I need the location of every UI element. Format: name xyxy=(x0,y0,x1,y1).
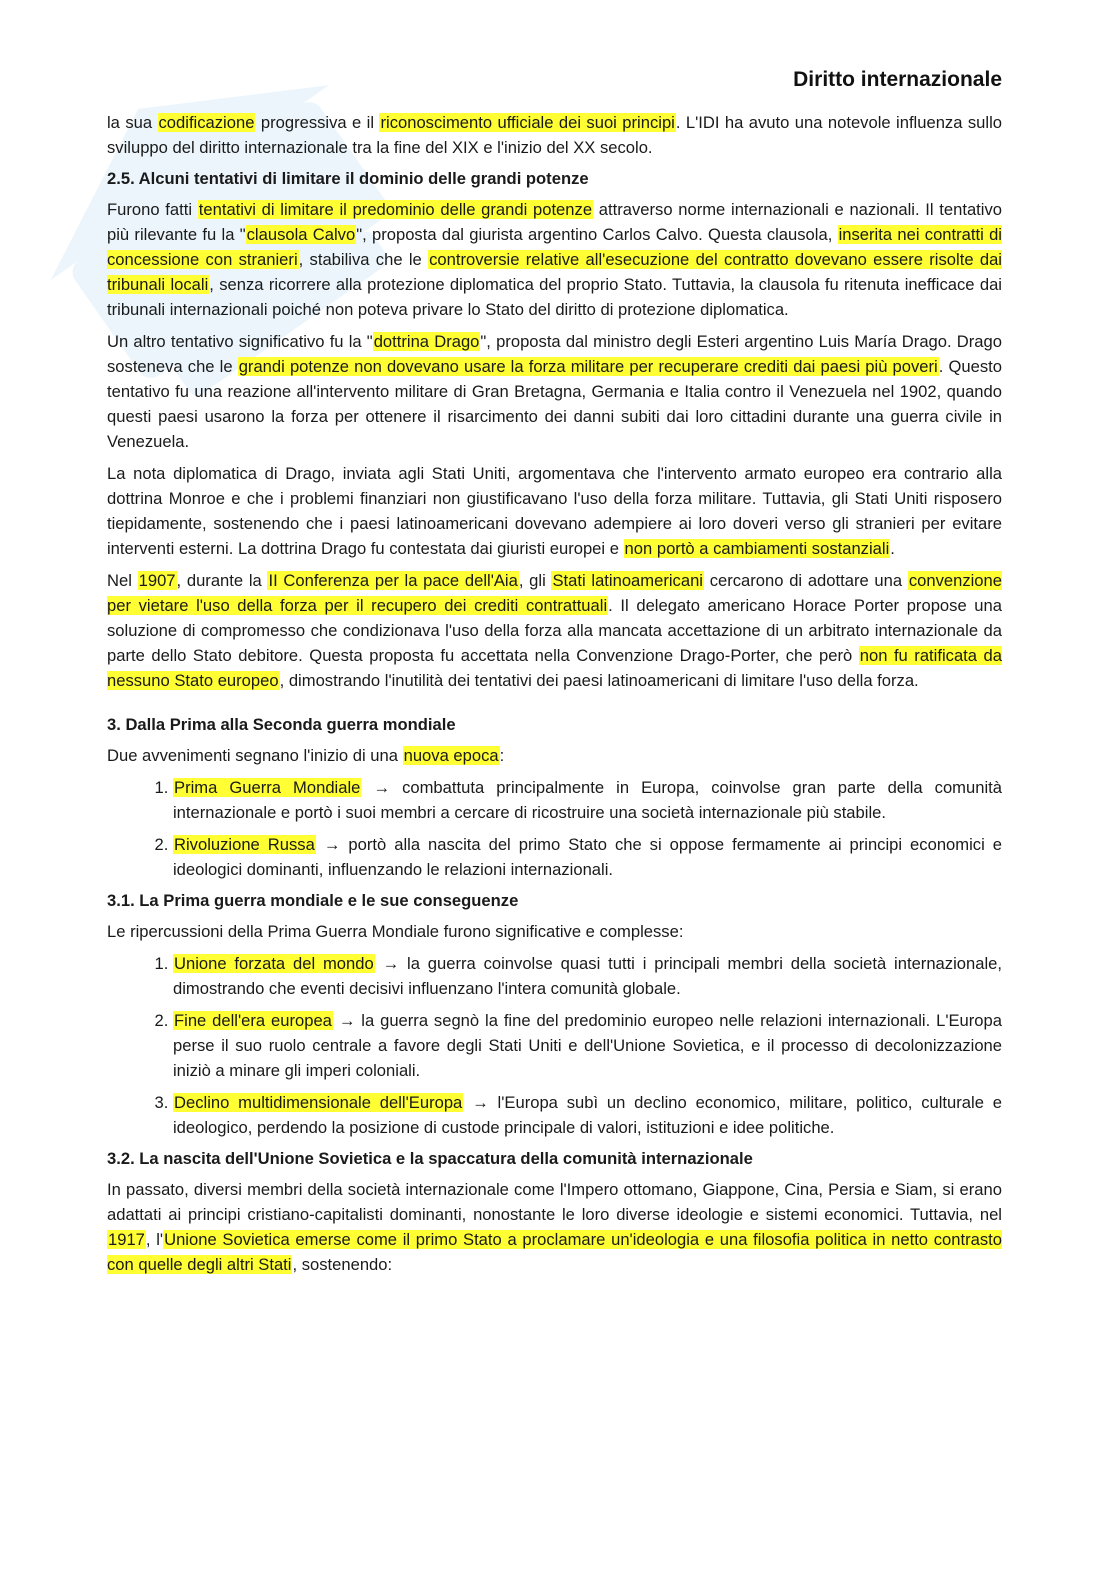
page-header-title: Diritto internazionale xyxy=(793,68,1002,91)
text: . xyxy=(890,539,895,558)
section-heading-2-5: 2.5. Alcuni tentativi di limitare il dominio delle grandi potenze xyxy=(107,169,589,188)
document-page xyxy=(107,68,1002,1284)
text: la guerra coinvolse quasi tutti i principali membri della società internazionale, dimostrando che eventi decisivi influenzano l'intera comunità globale. xyxy=(173,954,1002,998)
highlight: II Conferenza per la pace dell'Aia xyxy=(268,571,518,590)
section-heading-3-1: 3.1. La Prima guerra mondiale e le sue conseguenze xyxy=(107,891,519,910)
text: La nota diplomatica di Drago, inviata agli Stati Uniti, argomentava che l'intervento armato europeo era contrario alla dottrina Monroe e che i problemi finanziari non giustificavano l'uso della forza militare. Tuttavia, gli Stati Uniti risposero tiepidamente, sostenendo che i paesi latinoamericani dovevano adempiere ai loro doveri verso gli stranieri per evitare interventi esterni. La dottrina Drago fu contestata dai giuristi europei e xyxy=(107,464,1002,558)
highlight: dottrina Drago xyxy=(373,332,480,351)
text: , dimostrando l'inutilità dei tentativi dei paesi latinoamericani di limitare l'uso della forza. xyxy=(279,671,919,690)
paragraph-drago xyxy=(107,329,1002,454)
section-heading-3-2: 3.2. La nascita dell'Unione Sovietica e la spaccatura della comunità internazionale xyxy=(107,1149,753,1168)
list-avvenimenti xyxy=(107,775,1002,882)
text: , l' xyxy=(145,1230,164,1249)
highlight: 1917 xyxy=(108,1230,145,1249)
highlight: Stati latinoamericani xyxy=(552,571,703,590)
text: Nel xyxy=(107,571,138,590)
arrow-right-icon: → xyxy=(472,1093,489,1112)
text: : xyxy=(499,746,505,765)
highlight: riconoscimento ufficiale dei suoi principi xyxy=(380,113,675,132)
highlight: clausola Calvo xyxy=(246,225,356,244)
list-item xyxy=(173,832,1002,882)
section-heading-3: 3. Dalla Prima alla Seconda guerra mondiale xyxy=(107,715,456,734)
text: la guerra segnò la fine del predominio europeo nelle relazioni internazionali. L'Europa perse il suo ruolo centrale a favore degli Stati Uniti e dell'Unione Sovietica, e il processo di decolonizzazione iniziò a minare gli imperi coloniali. xyxy=(173,1011,1002,1080)
text: Furono fatti xyxy=(107,200,198,219)
highlight: inserita nei contratti di concessione con stranieri xyxy=(107,225,1002,269)
list-ripercussioni xyxy=(107,951,1002,1140)
text: . Il delegato americano Horace Porter propose una soluzione di compromesso che condizionava l'uso della forza alla mancata accettazione di un arbitrato internazionale da parte dello Stato debitore. Questa proposta fu accettata nella Convenzione Drago-Porter, che però xyxy=(107,596,1002,665)
paragraph-calvo xyxy=(107,197,1002,322)
highlight: non portò a cambiamenti sostanziali xyxy=(624,539,890,558)
paragraph-nuova-epoca xyxy=(107,743,1002,768)
highlight: Rivoluzione Russa xyxy=(174,835,315,854)
highlight: Unione forzata del mondo xyxy=(174,954,374,973)
text: , sostenendo: xyxy=(292,1255,393,1274)
text: attraverso norme internazionali e nazionali. Il tentativo più rilevante fu la " xyxy=(107,200,1003,244)
text: l'Europa subì un declino economico, militare, politico, culturale e ideologico, perdendo la posizione di custode principale di valori, istituzioni e idee politiche. xyxy=(173,1093,1002,1137)
text: Due avvenimenti segnano l'inizio di una xyxy=(107,746,403,765)
paragraph-ripercussioni: Le ripercussioni della Prima Guerra Mondiale furono significative e complesse: xyxy=(107,922,684,941)
paragraph-unione-sovietica xyxy=(107,1177,1002,1277)
list-item xyxy=(173,775,1002,825)
paragraph-1907 xyxy=(107,568,1002,693)
highlight: Unione Sovietica emerse come il primo Stato a proclamare un'ideologia e una filosofia politica in netto contrasto con quelle degli altri Stati xyxy=(107,1230,1002,1274)
arrow-right-icon: → xyxy=(323,835,341,854)
text: combattuta principalmente in Europa, coinvolse gran parte della comunità internazionale e portò i suoi membri a cercare di ricostruire una società internazionale più stabile. xyxy=(173,778,1002,822)
paragraph-idi xyxy=(107,110,1002,160)
highlight: Prima Guerra Mondiale xyxy=(174,778,361,797)
text: . Questo tentativo fu una reazione all'intervento militare di Gran Bretagna, Germania e Italia contro il Venezuela nel 1902, quando questi paesi usarono la forza per ottenere il risarcimento dei danni subiti dai loro cittadini durante una guerra civile in Venezuela. xyxy=(107,357,1002,451)
text: portò alla nascita del primo Stato che si oppose fermamente ai principi economici e ideologici dominanti, influenzando le relazioni internazionali. xyxy=(173,835,1002,879)
text: la sua xyxy=(107,113,158,132)
highlight: tentativi di limitare il predominio delle grandi potenze xyxy=(198,200,593,219)
text: , senza ricorrere alla protezione diplomatica del proprio Stato. Tuttavia, la clausola fu ritenuta inefficace dai tribunali internazionali poiché non poteva privare lo Stato del diritto di protezione diplomatica. xyxy=(107,275,1002,319)
text: ", proposta dal giurista argentino Carlos Calvo. Questa clausola, xyxy=(356,225,838,244)
text: ", proposta dal ministro degli Esteri argentino Luis María Drago. Drago sosteneva che le xyxy=(107,332,1002,376)
highlight: grandi potenze non dovevano usare la forza militare per recuperare crediti dai paesi più poveri xyxy=(238,357,938,376)
highlight: Fine dell'era europea xyxy=(174,1011,332,1030)
highlight: codificazione xyxy=(158,113,255,132)
highlight: non fu ratificata da nessuno Stato europeo xyxy=(107,646,1002,690)
text: Un altro tentativo significativo fu la " xyxy=(107,332,373,351)
text: progressiva e il xyxy=(255,113,380,132)
list-item xyxy=(173,951,1002,1001)
text: In passato, diversi membri della società internazionale come l'Impero ottomano, Giappone, Cina, Persia e Siam, si erano adattati ai principi cristiano-capitalisti dominanti, nonostante le loro diverse ideologie e sistemi economici. Tuttavia, nel xyxy=(107,1180,1002,1224)
text: cercarono di adottare una xyxy=(704,571,908,590)
text: , durante la xyxy=(176,571,268,590)
list-item xyxy=(173,1008,1002,1083)
paragraph-nota-drago xyxy=(107,461,1002,561)
highlight: 1907 xyxy=(138,571,176,590)
list-item xyxy=(173,1090,1002,1140)
arrow-right-icon: → xyxy=(373,778,391,797)
arrow-right-icon: → xyxy=(382,954,400,973)
text: , stabiliva che le xyxy=(298,250,429,269)
highlight: convenzione per vietare l'uso della forza per il recupero dei crediti contrattuali xyxy=(107,571,1002,615)
text: , gli xyxy=(518,571,552,590)
text: . L'IDI ha avuto una notevole influenza sullo sviluppo del diritto internazionale tra la fine del XIX e l'inizio del XX secolo. xyxy=(107,113,1002,157)
highlight: nuova epoca xyxy=(403,746,499,765)
arrow-right-icon: → xyxy=(338,1011,356,1030)
highlight: Declino multidimensionale dell'Europa xyxy=(174,1093,463,1112)
highlight: controversie relative all'esecuzione del contratto dovevano essere risolte dai tribunali locali xyxy=(107,250,1002,294)
